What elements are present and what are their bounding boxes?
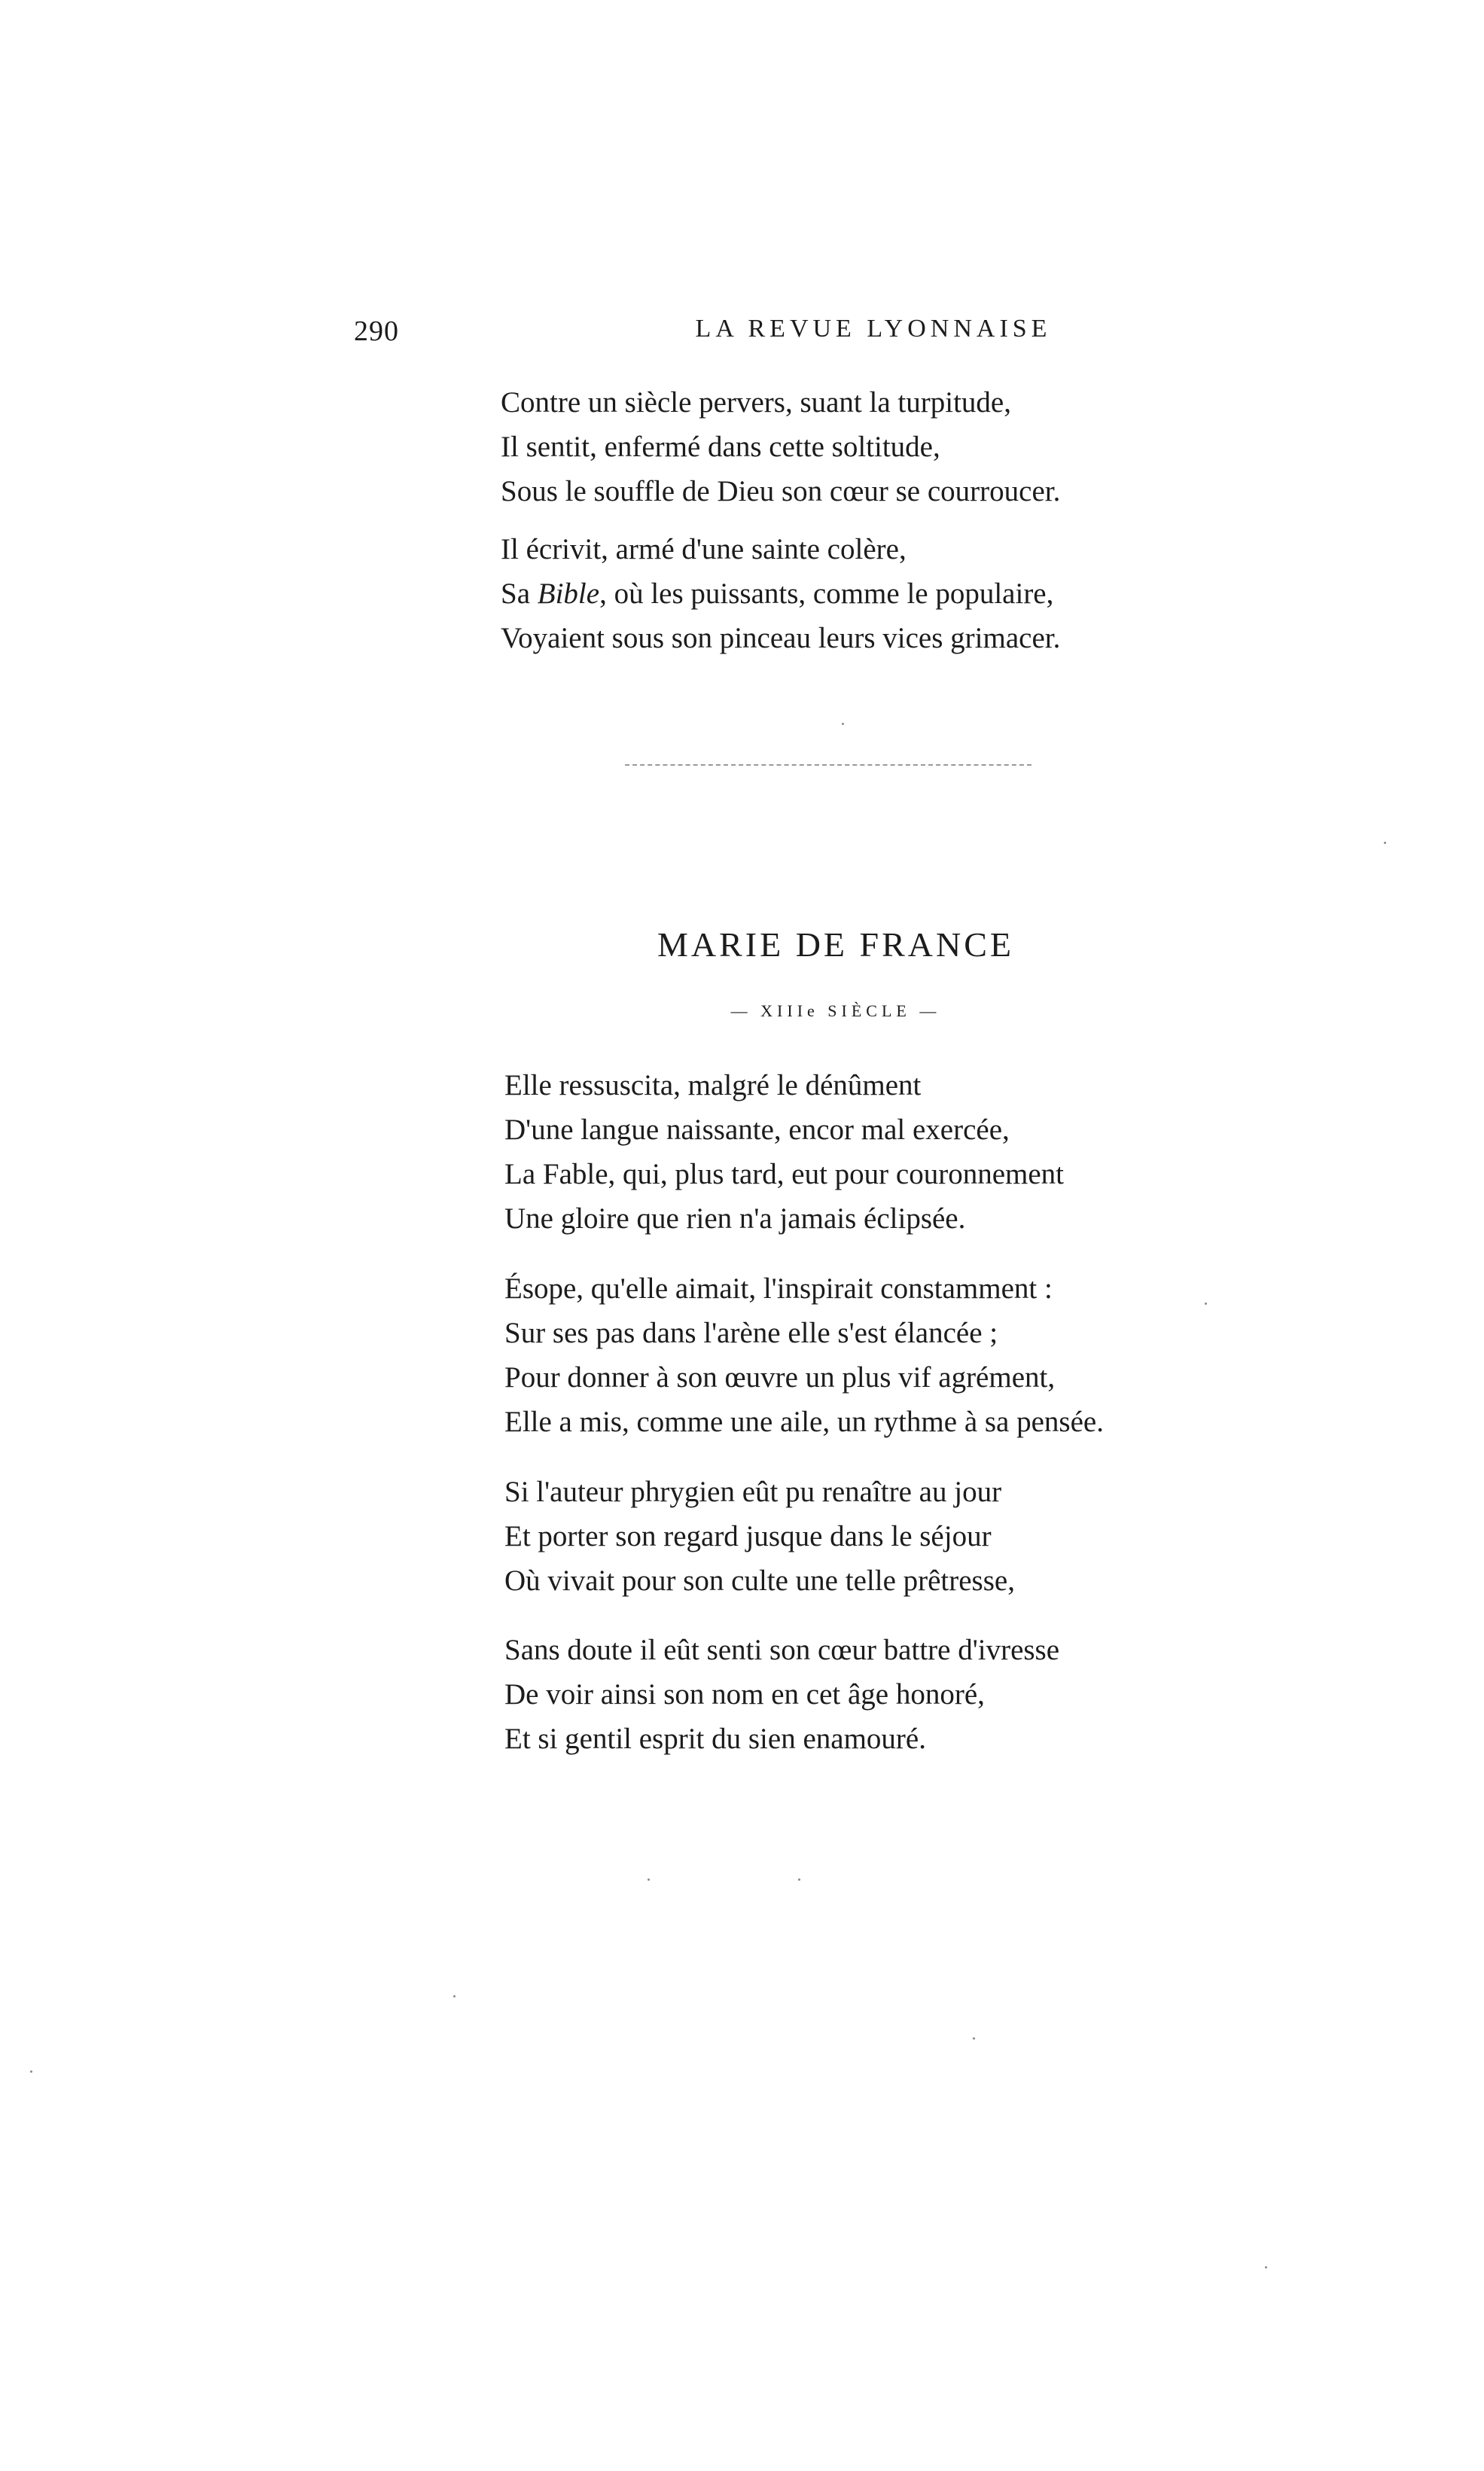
verse-line: Ésope, qu'elle aimait, l'inspirait constamment : xyxy=(504,1272,1053,1305)
stanza xyxy=(504,1266,1104,1444)
poem-title: MARIE DE FRANCE xyxy=(657,925,1015,964)
verse-line: Et si gentil esprit du sien enamouré. xyxy=(504,1723,926,1755)
italic-title: Bible xyxy=(537,577,600,610)
verse-line: Elle ressuscita, malgré le dénûment xyxy=(504,1069,922,1101)
paper-speck xyxy=(798,1878,800,1881)
verse-line: De voir ainsi son nom en cet âge honoré, xyxy=(504,1678,985,1711)
page-header xyxy=(354,315,1182,360)
verse-line xyxy=(501,571,1060,616)
section-divider xyxy=(625,764,1031,766)
verse-text: , où les puissants, comme le populaire, xyxy=(599,577,1054,610)
stanza xyxy=(501,527,1060,660)
verse-line: La Fable, qui, plus tard, eut pour couronnement xyxy=(504,1158,1064,1190)
verse-line: Et porter son regard jusque dans le séjour xyxy=(504,1520,992,1552)
page-number: 290 xyxy=(354,315,399,347)
verse-line: Une gloire que rien n'a jamais éclipsée. xyxy=(504,1202,966,1235)
verse-line: Il sentit, enfermé dans cette soltitude, xyxy=(501,431,940,463)
poem-subtitle: — XIIIe SIÈCLE — xyxy=(730,1001,941,1020)
paper-speck xyxy=(1205,1303,1207,1305)
paper-speck xyxy=(453,1995,456,1997)
verse-line: Contre un siècle pervers, suant la turpitude, xyxy=(501,386,1011,419)
verse-line: Sans doute il eût senti son cœur battre d'ivresse xyxy=(504,1634,1060,1666)
running-title: LA REVUE LYONNAISE xyxy=(695,315,1052,343)
paper-speck xyxy=(30,2070,32,2073)
stanza xyxy=(501,380,1060,513)
paper-speck xyxy=(1265,2266,1267,2268)
verse-line: Sous le souffle de Dieu son cœur se courroucer. xyxy=(501,475,1061,507)
stanza xyxy=(504,1628,1059,1761)
verse-line: Voyaient sous son pinceau leurs vices grimacer. xyxy=(501,622,1061,654)
paper-speck xyxy=(973,2037,975,2040)
paper-speck xyxy=(842,723,844,725)
verse-text: Sa xyxy=(501,577,538,610)
stanza xyxy=(504,1063,1064,1241)
verse-line: Où vivait pour son culte une telle prêtresse, xyxy=(504,1565,1015,1597)
verse-line: Sur ses pas dans l'arène elle s'est élancée ; xyxy=(504,1317,998,1349)
verse-line: Si l'auteur phrygien eût pu renaître au jour xyxy=(504,1476,1002,1508)
verse-line: Il écrivit, armé d'une sainte colère, xyxy=(501,533,907,565)
verse-line: Elle a mis, comme une aile, un rythme à sa pensée. xyxy=(504,1406,1104,1438)
stanza xyxy=(504,1470,1015,1603)
verse-line: D'une langue naissante, encor mal exercée, xyxy=(504,1114,1010,1146)
verse-line: Pour donner à son œuvre un plus vif agrément, xyxy=(504,1361,1056,1394)
paper-speck xyxy=(1384,842,1386,844)
paper-speck xyxy=(648,1878,650,1881)
